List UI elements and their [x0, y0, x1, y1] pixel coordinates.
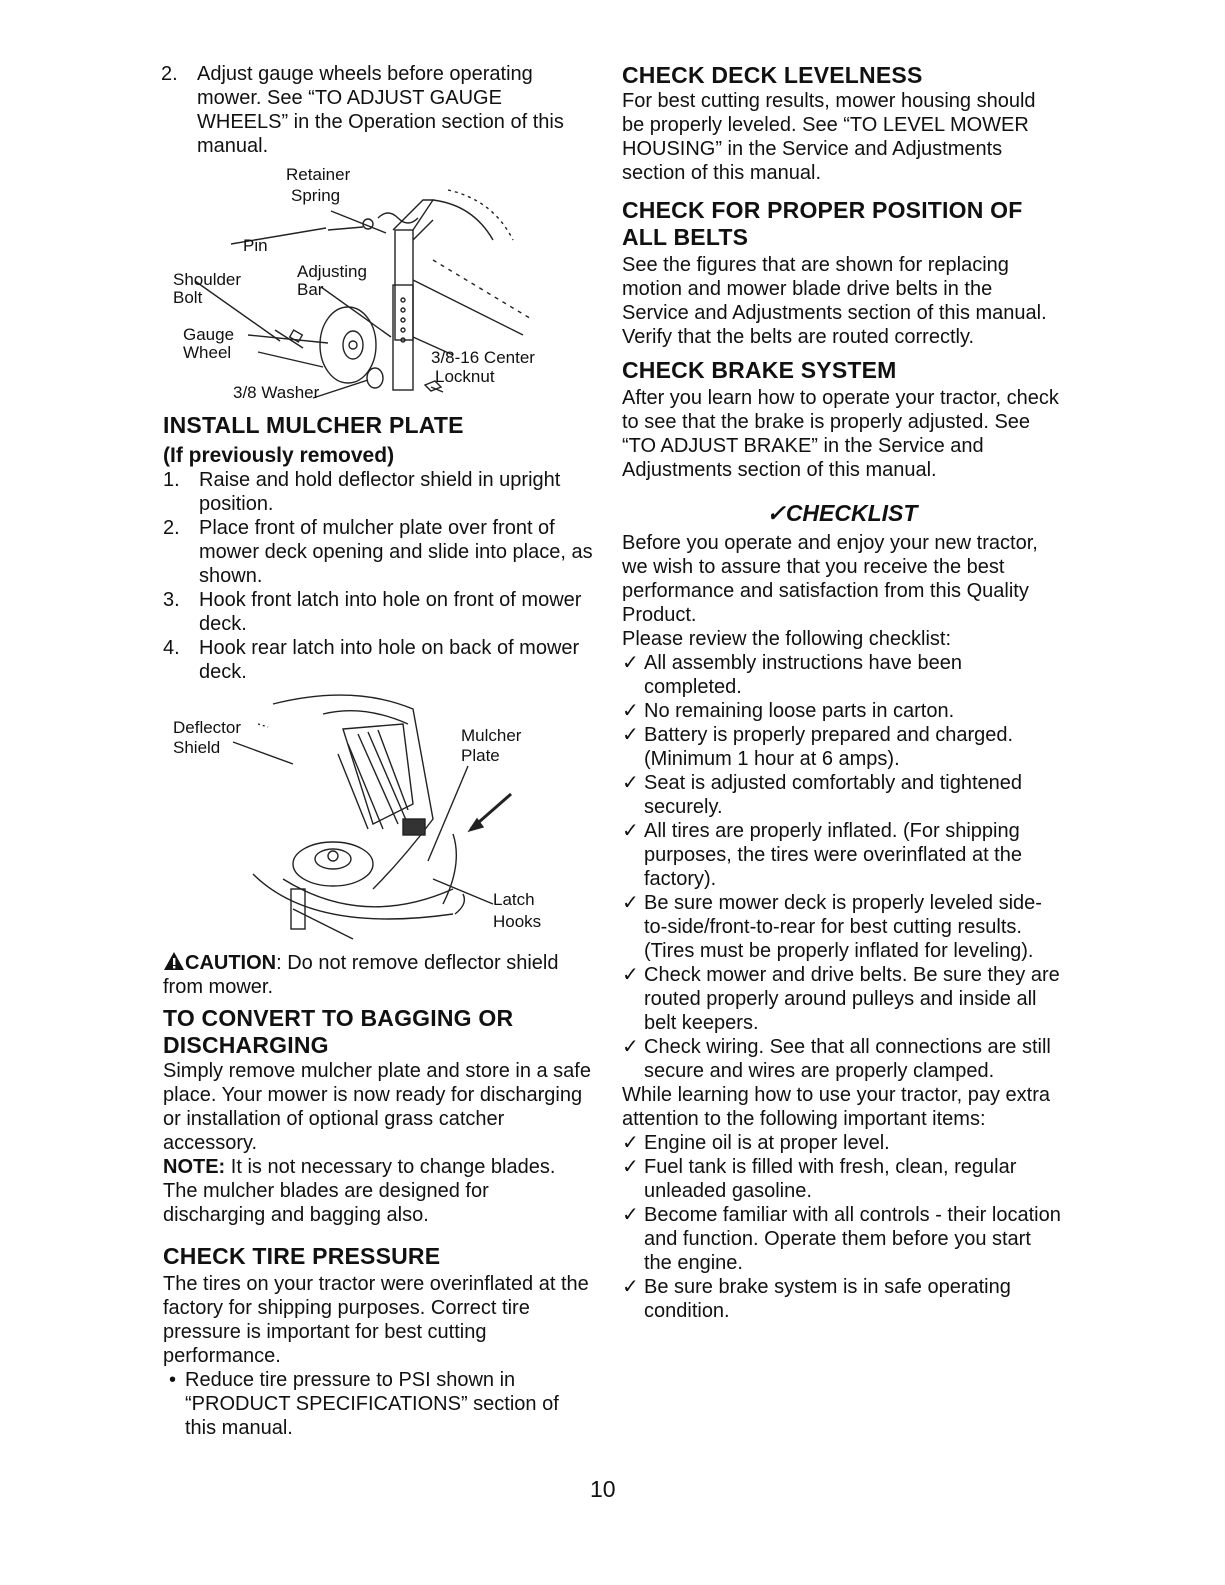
mulcher-step	[163, 636, 593, 684]
note-text	[163, 1155, 593, 1227]
convert-text: Simply remove mulcher plate and store in a safe place. Your mower is now ready for discharging or installation of optional grass catcher accessory.	[163, 1060, 591, 1154]
caution-text	[163, 950, 593, 999]
checklist-item-text: All assembly instructions have been completed.	[644, 652, 962, 698]
checklist-title: ✓CHECKLIST	[766, 500, 918, 526]
label-plate: Plate	[461, 746, 500, 765]
checklist-item	[622, 1131, 1062, 1155]
mulcher-subtitle: (If previously removed)	[163, 444, 395, 467]
convert-title: TO CONVERT TO BAGGING OR DISCHARGING	[163, 1005, 514, 1058]
note-body: It is not necessary to change blades. The mulcher blades are designed for discharging and bagging also.	[163, 1156, 556, 1226]
checklist-item	[622, 891, 1062, 963]
step-number: 3.	[163, 589, 180, 611]
step-text: Hook front latch into hole on front of mower deck.	[199, 589, 582, 635]
checkmark-icon: ✓	[622, 1156, 639, 1178]
label-shoulder: Shoulder	[173, 270, 242, 289]
label-deflector: Deflector	[173, 718, 242, 737]
checklist-item	[622, 723, 1062, 771]
tire-title: CHECK TIRE PRESSURE	[163, 1243, 441, 1269]
checklist-item	[622, 1275, 1062, 1323]
checklist-item-text: Check mower and drive belts. Be sure they are routed properly around pulleys and inside all belt keepers.	[644, 964, 1060, 1034]
checklist-item-text: Check wiring. See that all connections are still secure and wires are properly clamped.	[644, 1036, 1051, 1082]
label-bar: Bar	[297, 280, 324, 299]
page-number: 10	[590, 1476, 616, 1502]
mulcher-step	[163, 588, 593, 636]
checklist-item	[622, 819, 1062, 891]
checkmark-icon: ✓	[622, 772, 639, 794]
checklist-item-text: Battery is properly prepared and charged. (Minimum 1 hour at 6 amps).	[644, 724, 1014, 770]
label-bolt: Bolt	[173, 288, 203, 307]
label-pin: Pin	[243, 236, 268, 255]
checkmark-icon: ✓	[622, 1132, 639, 1154]
checklist-item	[622, 699, 1062, 723]
step-number: 2.	[163, 517, 180, 539]
checklist-item-text: Be sure brake system is in safe operating condition.	[644, 1276, 1011, 1322]
checklist-item	[622, 771, 1062, 819]
note-label: NOTE:	[163, 1156, 226, 1178]
checklist-item	[622, 651, 1062, 699]
checklist-item-text: All tires are properly inflated. (For shipping purposes, the tires were overinflated at the factory).	[644, 820, 1022, 890]
right-column	[622, 62, 1062, 1323]
tire-bullet	[163, 1368, 593, 1440]
label-mulcher: Mulcher	[461, 726, 522, 745]
mulcher-step	[163, 516, 593, 588]
checkmark-icon: ✓	[622, 964, 639, 986]
label-wheel: Wheel	[183, 343, 232, 362]
checklist-item-text: Be sure mower deck is properly leveled side-to-side/front-to-rear for best cutting results. (Tires must be properly inflated for leveling).	[644, 892, 1042, 962]
step-text: Adjust gauge wheels before operating mower. See “TO ADJUST GAUGE WHEELS” in the Operation section of this manual.	[197, 63, 564, 157]
step-text: Hook rear latch into hole on back of mower deck.	[199, 637, 580, 683]
caution-label: CAUTION	[185, 952, 277, 974]
label-center-locknut: 3/8-16 Center	[431, 348, 535, 367]
bullet-text: Reduce tire pressure to PSI shown in “PRODUCT SPECIFICATIONS” section of this manual.	[185, 1369, 559, 1439]
checklist-review: Please review the following checklist:	[622, 628, 952, 650]
checklist-item	[622, 1203, 1062, 1275]
checklist-item-text: Fuel tank is filled with fresh, clean, regular unleaded gasoline.	[644, 1156, 1017, 1202]
checklist-item	[622, 1155, 1062, 1203]
checklist-while: While learning how to use your tractor, pay extra attention to the following important items:	[622, 1084, 1050, 1130]
belts-text: See the figures that are shown for replacing motion and mower blade drive belts in the Service and Adjustments section of this manual. Verify that the belts are routed correctly.	[622, 254, 1047, 348]
checklist-item	[622, 963, 1062, 1035]
checkmark-icon: ✓	[622, 1204, 639, 1226]
left-column	[163, 62, 593, 1440]
label-washer: 3/8 Washer	[233, 383, 320, 402]
step-number: 2.	[161, 63, 178, 85]
checkmark-icon: ✓	[622, 1036, 639, 1058]
label-hooks: Hooks	[493, 912, 542, 931]
warning-triangle-icon	[163, 950, 185, 972]
brake-title: CHECK BRAKE SYSTEM	[622, 357, 897, 383]
belts-title: CHECK FOR PROPER POSITION OF ALL BELTS	[622, 197, 1023, 250]
checklist-item-text: Engine oil is at proper level.	[644, 1132, 890, 1154]
label-latch: Latch	[493, 890, 535, 909]
checklist-item-text: Seat is adjusted comfortably and tightened securely.	[644, 772, 1023, 818]
checkmark-icon: ✓	[622, 820, 639, 842]
checklist-item	[622, 1035, 1062, 1083]
step-number: 1.	[163, 469, 180, 491]
checklist-item-text: Become familiar with all controls - their location and function. Operate them before you start the engine.	[644, 1204, 1061, 1274]
checklist-intro: Before you operate and enjoy your new tractor, we wish to assure that you receive the best performance and satisfaction from this Quality Product.	[622, 532, 1038, 626]
gauge-wheel-figure	[163, 160, 593, 400]
tire-text: The tires on your tractor were overinflated at the factory for shipping purposes. Correct tire pressure is important for best cutting performance.	[163, 1273, 589, 1367]
gauge-wheel-step	[161, 62, 593, 158]
label-shield: Shield	[173, 738, 221, 757]
checkmark-icon: ✓	[622, 700, 639, 722]
label-retainer: Retainer	[286, 165, 351, 184]
label-adjusting: Adjusting	[297, 262, 367, 281]
label-gauge: Gauge	[183, 325, 235, 344]
checkmark-icon: ✓	[622, 892, 639, 914]
mulcher-plate-figure	[163, 694, 593, 944]
mulcher-title: INSTALL MULCHER PLATE	[163, 412, 464, 438]
deck-text: For best cutting results, mower housing should be properly leveled. See “TO LEVEL MOWER HOUSING” in the Service and Adjustments section of this manual.	[622, 90, 1036, 184]
label-locknut: Locknut	[435, 367, 495, 386]
checkmark-icon: ✓	[622, 1276, 639, 1298]
caution-body: : Do not remove deflector shield from mower.	[163, 952, 559, 998]
step-text: Place front of mulcher plate over front of mower deck opening and slide into place, as shown.	[199, 517, 593, 587]
checkmark-icon: ✓	[622, 652, 639, 674]
checklist-item-text: No remaining loose parts in carton.	[644, 700, 955, 722]
step-number: 4.	[163, 637, 180, 659]
deck-title: CHECK DECK LEVELNESS	[622, 62, 923, 88]
label-spring: Spring	[291, 186, 341, 205]
brake-text: After you learn how to operate your tractor, check to see that the brake is properly adjusted. See “TO ADJUST BRAKE” in the Service and Adjustments section of this manual.	[622, 387, 1059, 481]
mulcher-step	[163, 468, 593, 516]
bullet-icon: •	[169, 1369, 177, 1391]
step-text: Raise and hold deflector shield in upright position.	[199, 469, 561, 515]
checkmark-icon: ✓	[622, 724, 639, 746]
